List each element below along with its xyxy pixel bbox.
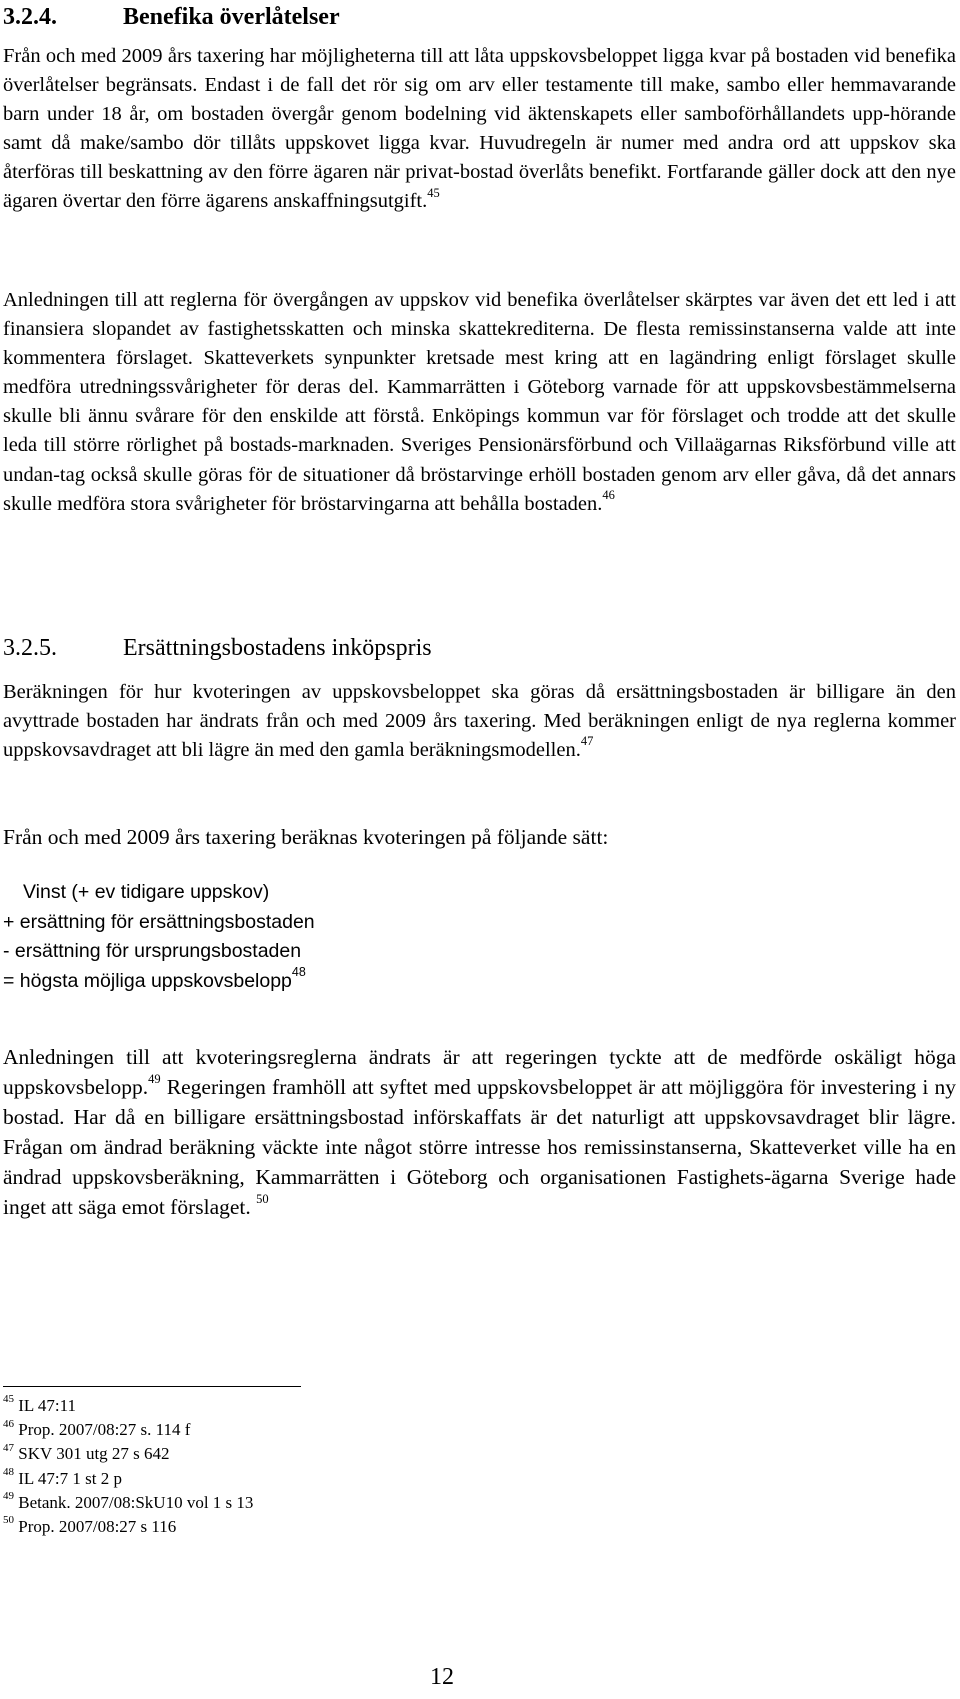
section-number: 3.2.4.	[3, 4, 57, 30]
footnote	[3, 1491, 253, 1515]
formula-line: Vinst (+ ev tidigare uppskov)	[23, 881, 270, 903]
footnote-ref: 49	[148, 1071, 161, 1086]
footnote-ref: 48	[291, 965, 306, 979]
formula-result-line	[3, 967, 503, 997]
kvotering-formula	[3, 878, 503, 996]
paragraph-text: Anledningen till att reglerna för övergången av uppskov vid benefika överlåtelser skärptes var även det ett led i att finansiera slopandet av fastighetsskatten och minska skattekrediterna. De flesta remissinstanserna valde att inte kommentera förslaget. Skatteverkets synpunkter kretsade mest kring att en lagändring enligt förslaget skulle medföra utredningssvårigheter för deras del. Kammarrätten i Göteborg varnade för att uppskovsbestämmelserna skulle bli ännu svårare för den enskilde att förstå. Enköpings kommun var för förslaget och trodde att det skulle leda till större rörlighet på bostads-marknaden. Sveriges Pensionärsförbund och Villaägarnas Riksförbund ville att undan-tag också skulle göras för de situationer då bröstarvinge erhöll bostaden genom arv eller gåva, då det annars skulle medföra stora svårigheter för bröstarvingarna att behålla bostaden.	[3, 289, 956, 515]
paragraph-berakningen	[3, 678, 956, 765]
footnote	[3, 1515, 253, 1539]
formula-line: + ersättning för ersättningsbostaden	[3, 910, 315, 933]
footnote-number: 46	[3, 1417, 14, 1430]
section-number: 3.2.5.	[3, 635, 57, 661]
footnote-number: 47	[3, 1441, 14, 1454]
footnote	[3, 1442, 253, 1466]
section-heading-3-2-5	[3, 633, 432, 663]
footnote	[3, 1418, 253, 1442]
footnote-ref: 45	[427, 185, 440, 200]
formula-line: = högsta möjliga uppskovsbelopp	[3, 969, 292, 992]
footnotes	[3, 1394, 253, 1539]
page-number: 12	[430, 1664, 454, 1690]
paragraph-text: Från och med 2009 års taxering beräknas kvoteringen på följande sätt:	[3, 825, 609, 849]
footnote-number: 50	[3, 1514, 14, 1527]
footnote	[3, 1467, 253, 1491]
footnote-number: 45	[3, 1393, 14, 1406]
footnote-ref: 47	[580, 734, 594, 749]
footnote-text: Prop. 2007/08:27 s. 114 f	[18, 1420, 191, 1440]
footnote-separator	[3, 1386, 301, 1387]
paragraph-text: Anledningen till att kvoteringsreglerna ändrats är att regeringen tyckte att de medförde oskäligt höga uppskovsbelopp.	[3, 1045, 956, 1099]
footnote-text: IL 47:7 1 st 2 p	[18, 1468, 122, 1488]
section-title: Benefika överlåtelser	[123, 4, 340, 30]
footnote-ref: 46	[602, 487, 615, 502]
paragraph-text: Beräkningen för hur kvoteringen av uppskovsbeloppet ska göras då ersättningsbostaden är billigare än den avyttrade bostaden har ändrats från och med 2009 års taxering. Med beräkningen enligt de nya reglerna kommer uppskovsavdraget att bli lägre än med den gamla beräkningsmodellen.	[3, 681, 956, 762]
paragraph-kvoteringsreglerna	[3, 1042, 956, 1222]
footnote-text: Betank. 2007/08:SkU10 vol 1 s 13	[18, 1492, 254, 1512]
footnote	[3, 1394, 253, 1418]
section-heading-3-2-4	[3, 2, 340, 32]
formula-line: - ersättning för ursprungsbostaden	[3, 940, 302, 962]
paragraph-benefika	[3, 42, 956, 217]
paragraph-kvoteringen-intro	[3, 823, 956, 852]
footnote-number: 48	[3, 1465, 14, 1478]
footnote-text: IL 47:11	[18, 1396, 77, 1415]
paragraph-text: Från och med 2009 års taxering har möjligheterna till att låta uppskovsbeloppet ligga kvar på bostaden vid benefika överlåtelser begränsats. Endast i de fall det rör sig om arv eller testamente till make, sambo eller hemmavarande barn under 18 år, om bostaden övergår genom bodelning vid äktenskapets eller samboförhållandets upp-hörande samt då make/sambo dör tillåts uppskovet ligga kvar. Huvudregeln är numer med andra ord att uppskov ska återföras till beskattning av den förre ägaren när privat-bostad överlåts benefikt. Fortfarande gäller dock att den nye ägaren övertar den förre ägarens anskaffningsutgift.	[3, 45, 956, 213]
paragraph-anledningen-reglerna	[3, 286, 956, 519]
footnote-text: Prop. 2007/08:27 s 116	[18, 1517, 177, 1537]
paragraph-text: Regeringen framhöll att syftet med uppskovsbeloppet är att möjliggöra för investering i ny bostad. Har då en billigare ersättningsbostad införskaffats är det naturligt att uppskovsavdraget blir lägre. Frågan om ändrad beräkning väckte inte något större intresse hos remissinstanserna, Skatteverket ville ha en ändrad uppskovsberäkning, Kammarrätten i Göteborg och organisationen Fastighets-ägarna Sverige hade inget att säga emot förslaget.	[3, 1075, 956, 1219]
section-title: Ersättningsbostadens inköpspris	[123, 635, 432, 661]
footnote-ref: 50	[256, 1191, 269, 1206]
footnote-number: 49	[3, 1490, 14, 1503]
footnote-text: SKV 301 utg 27 s 642	[18, 1444, 170, 1464]
